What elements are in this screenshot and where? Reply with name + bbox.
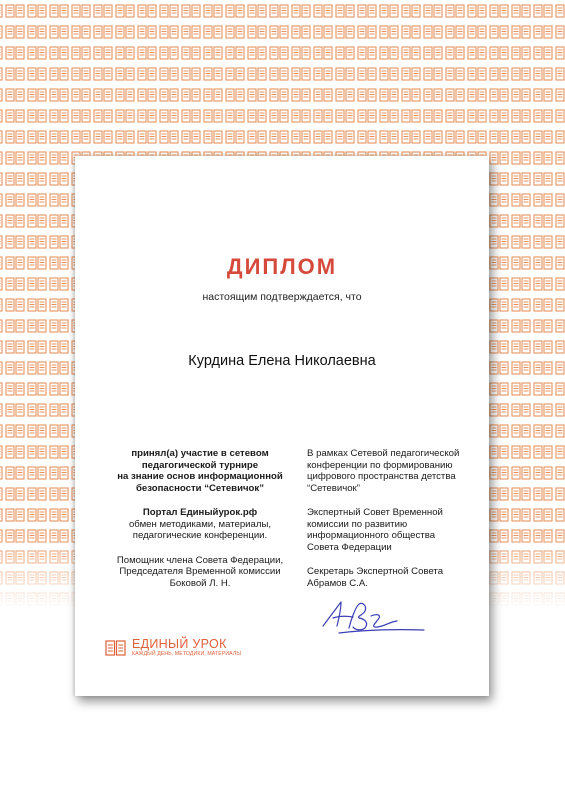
- secretary-line: Секретарь Экспертной Совета: [307, 566, 444, 577]
- logo-name: ЕДИНЫЙ УРОК: [132, 637, 227, 651]
- council-line: Экспертный Совет Временной: [307, 507, 443, 518]
- framework-text: [307, 448, 467, 494]
- framework-line: конференции по формированию: [307, 459, 453, 471]
- secretary-line: Абрамов С.А.: [307, 577, 368, 589]
- council-line: комиссии по развитию: [307, 518, 408, 530]
- council-text: [307, 507, 467, 553]
- portal-description-line: педагогические конференции.: [132, 530, 268, 541]
- portal-description-line: обмен методиками, материалы,: [128, 518, 272, 530]
- framework-line: цифрового пространства детства: [307, 471, 456, 482]
- framework-line: “Сетевичок”: [307, 482, 360, 494]
- participation-text: [105, 448, 295, 494]
- framework-line: В рамках Сетевой педагогической: [307, 448, 460, 459]
- diploma-title: ДИПЛОМ: [226, 254, 338, 279]
- right-column: [307, 448, 467, 589]
- portal-name: Портал Единыйурок.рф: [142, 507, 258, 518]
- confirmation-text: настоящим подтверждается, что: [202, 291, 362, 303]
- signatory-line: Председателя Временной комиссии: [119, 566, 281, 577]
- participation-line: на знание основ информационной: [117, 471, 283, 482]
- logo-text: [132, 638, 241, 658]
- book-icon: [105, 639, 126, 657]
- participation-line: педагогической турнире: [141, 459, 259, 471]
- left-signatory: [105, 555, 295, 590]
- edinyi-urok-logo: [105, 638, 241, 658]
- handwritten-signature: [319, 596, 429, 636]
- recipient-name: Курдина Елена Николаевна: [188, 353, 376, 369]
- council-line: информационного общества: [307, 530, 436, 541]
- logo-tagline: КАЖДЫЙ ДЕНЬ, МЕТОДИКИ, МАТЕРИАЛЫ: [132, 651, 242, 657]
- participation-line: безопасности “Сетевичок”: [135, 482, 265, 494]
- diploma-sheet: [75, 156, 489, 696]
- council-line: Совета Федерации: [307, 541, 392, 553]
- portal-info: [105, 507, 295, 542]
- participation-line: принял(а) участие в сетевом: [131, 448, 269, 459]
- signatory-line: Помощник члена Совета Федерации,: [116, 554, 284, 566]
- signatory-line: Боковой Л. Н.: [169, 577, 231, 589]
- left-column: [105, 448, 295, 589]
- secretary-text: [307, 566, 467, 589]
